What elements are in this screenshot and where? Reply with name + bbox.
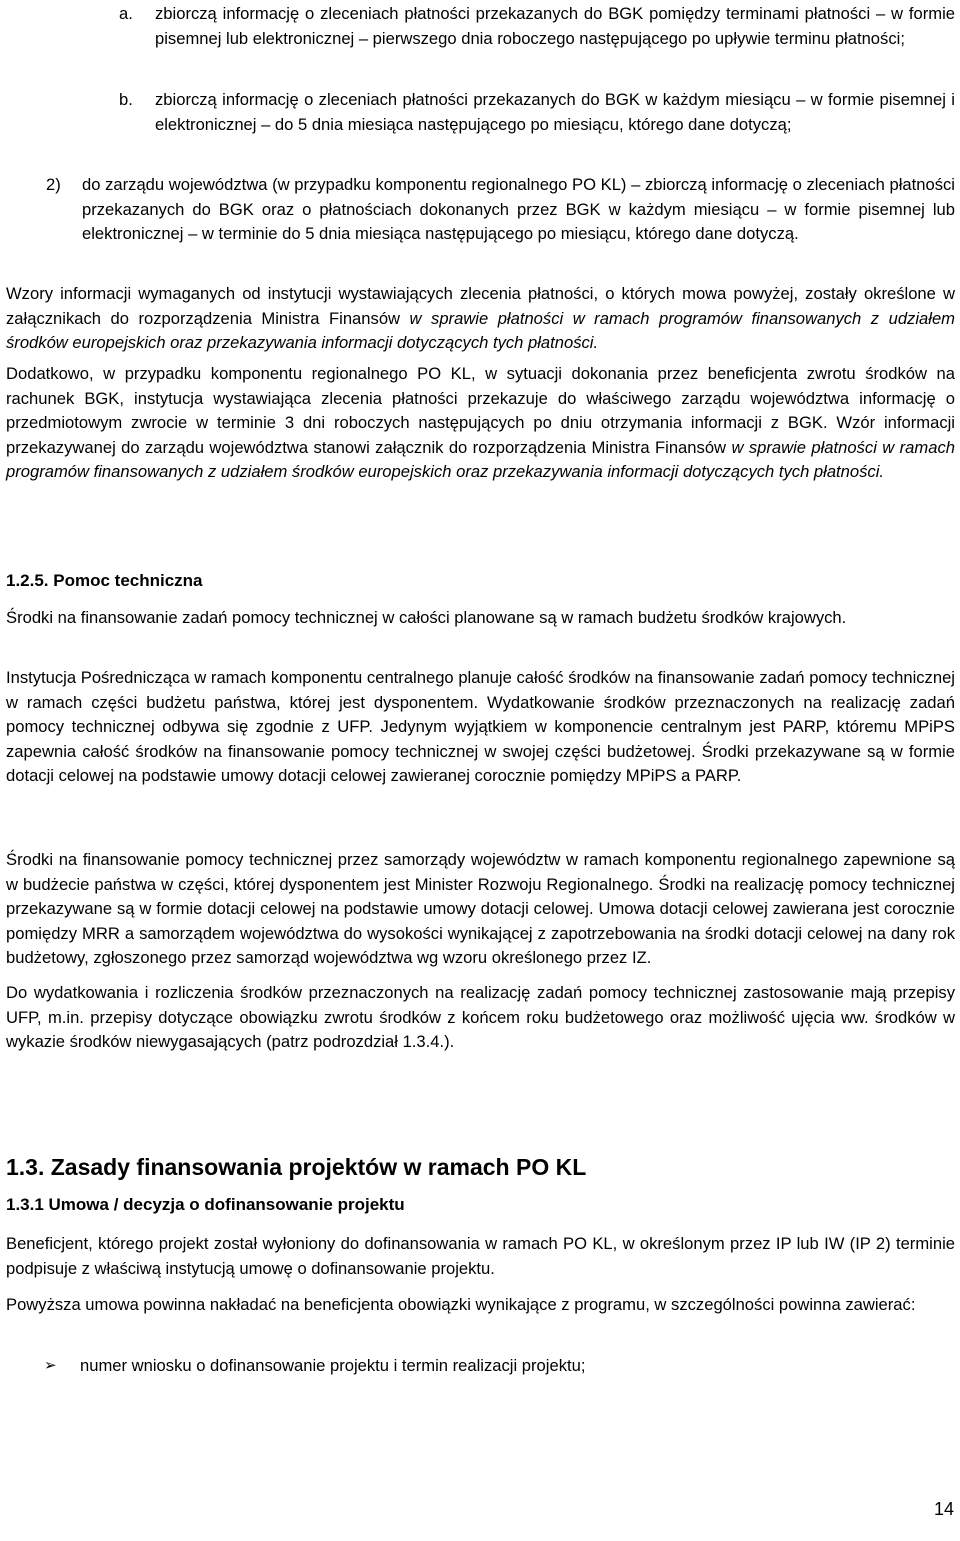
paragraph-dodatkowo-italic: w sprawie płatności w ramach programów finansowanych z udziałem środków europejskich oraz przekazywania informacji dotyczących tych płatności. bbox=[6, 437, 955, 482]
list-label-2: 2) bbox=[46, 175, 61, 194]
page-number: 14 bbox=[933, 1499, 954, 1519]
list-item-2-text: do zarządu województwa (w przypadku komponentu regionalnego PO KL) – zbiorczą informację o zleceniach płatności przekazanych do BGK oraz o płatnościach dokonanych przez BGK w każdym miesiącu – w formie pisemnej lub elektronicznej – w terminie do 5 dnia miesiąca następującego po miesiącu, którego dane dotyczą. bbox=[82, 175, 955, 244]
paragraph-dodatkowo bbox=[6, 362, 955, 485]
list-label-a: a. bbox=[119, 4, 133, 23]
paragraph-instytucja: Instytucja Pośrednicząca w ramach komponentu centralnego planuje całość środków na finansowanie zadań pomocy technicznej w ramach części budżetu państwa, której jest dysponentem. Wydatkowanie środków przeznaczonych na realizację zadań pomocy technicznej odbywa się zgodnie z UFP. Jedynym wyjątkiem w komponencie centralnym jest PARP, któremu MPiPS zapewnia całość środków na finansowanie pomocy technicznej w swojej części budżetowej. Środki przekazywane są w formie dotacji celowej na podstawie umowy dotacji celowej zawieranej corocznie pomiędzy MPiPS a PARP. bbox=[6, 668, 955, 786]
heading-zasady-finansowania: 1.3. Zasady finansowania projektów w ramach PO KL bbox=[6, 1154, 587, 1180]
paragraph-powyzsza: Powyższa umowa powinna nakładać na beneficjenta obowiązki wynikające z programu, w szczególności powinna zawierać: bbox=[6, 1295, 916, 1314]
paragraph-wzory-plain: Wzory informacji wymaganych od instytucji wystawiających zlecenia płatności, o których mowa powyżej, zostały określone w załącznikach do rozporządzenia Ministra Finansów bbox=[6, 284, 955, 328]
paragraph-do-wydatkowania: Do wydatkowania i rozliczenia środków przeznaczonych na realizację zadań pomocy technicznej zastosowanie mają przepisy UFP, m.in. przepisy dotyczące obowiązku zwrotu środków z końcem roku budżetowego oraz możliwość ujęcia ww. środków w wykazie środków niewygasających (patrz podrozdział 1.3.4.). bbox=[6, 983, 955, 1052]
paragraph-wzory-italic: w sprawie płatności w ramach programów finansowanych z udziałem środków europejskich oraz przekazywania informacji dotyczących tych płatności. bbox=[6, 308, 955, 353]
list-label-b: b. bbox=[119, 90, 133, 109]
paragraph-srodki-2: Środki na finansowanie pomocy technicznej przez samorządy województw w ramach komponentu regionalnego zapewnione są w budżecie państwa w części, której dysponentem jest Minister Rozwoju Regionalnego. Środki na realizację pomocy technicznej przekazywane są w formie dotacji celowej na podstawie umowy dotacji celowej. Umowa dotacji celowej zawierana jest corocznie pomiędzy MRR a samorządem województwa do wysokości wynikającej z zapotrzebowania na środki dotacji celowej na dany rok budżetowy, zgłoszonego przez samorząd województwa wg wzoru określonego przez IZ. bbox=[6, 850, 955, 968]
bullet-arrow-icon: ➢ bbox=[44, 1357, 57, 1374]
list-item-b-text: zbiorczą informację o zleceniach płatności przekazanych do BGK w każdym miesiącu – w formie pisemnej i elektronicznej – do 5 dnia miesiąca następującego po miesiącu, którego dane dotyczą; bbox=[155, 90, 955, 134]
bullet-item-text: numer wniosku o dofinansowanie projektu i termin realizacji projektu; bbox=[80, 1356, 586, 1375]
paragraph-dodatkowo-plain: Dodatkowo, w przypadku komponentu regionalnego PO KL, w sytuacji dokonania przez beneficjenta zwrotu środków na rachunek BGK, instytucja wystawiająca zlecenia płatności przekazuje do właściwego zarządu województwa informację o przedmiotowym zwrocie w terminie 3 dni roboczych następujących po dniu otrzymania informacji z BGK. Wzór informacji przekazywanej do zarządu województwa stanowi załącznik do rozporządzenia Ministra Finansów bbox=[6, 364, 955, 457]
paragraph-beneficjent: Beneficjent, którego projekt został wyłoniony do dofinansowania w ramach PO KL, w określonym przez IP lub IW (IP 2) terminie podpisuje z właściwą instytucją umowę o dofinansowanie projektu. bbox=[6, 1234, 955, 1278]
list-item-a-text: zbiorczą informację o zleceniach płatności przekazanych do BGK pomiędzy terminami płatności – w formie pisemnej lub elektronicznej – pierwszego dnia roboczego następującego po upływie terminu płatności; bbox=[155, 4, 955, 48]
paragraph-wzory bbox=[6, 282, 955, 356]
paragraph-srodki-1: Środki na finansowanie zadań pomocy technicznej w całości planowane są w ramach budżetu środków krajowych. bbox=[6, 608, 847, 627]
heading-pomoc-techniczna: 1.2.5. Pomoc techniczna bbox=[6, 571, 203, 590]
heading-umowa-decyzja: 1.3.1 Umowa / decyzja o dofinansowanie projektu bbox=[6, 1195, 405, 1214]
